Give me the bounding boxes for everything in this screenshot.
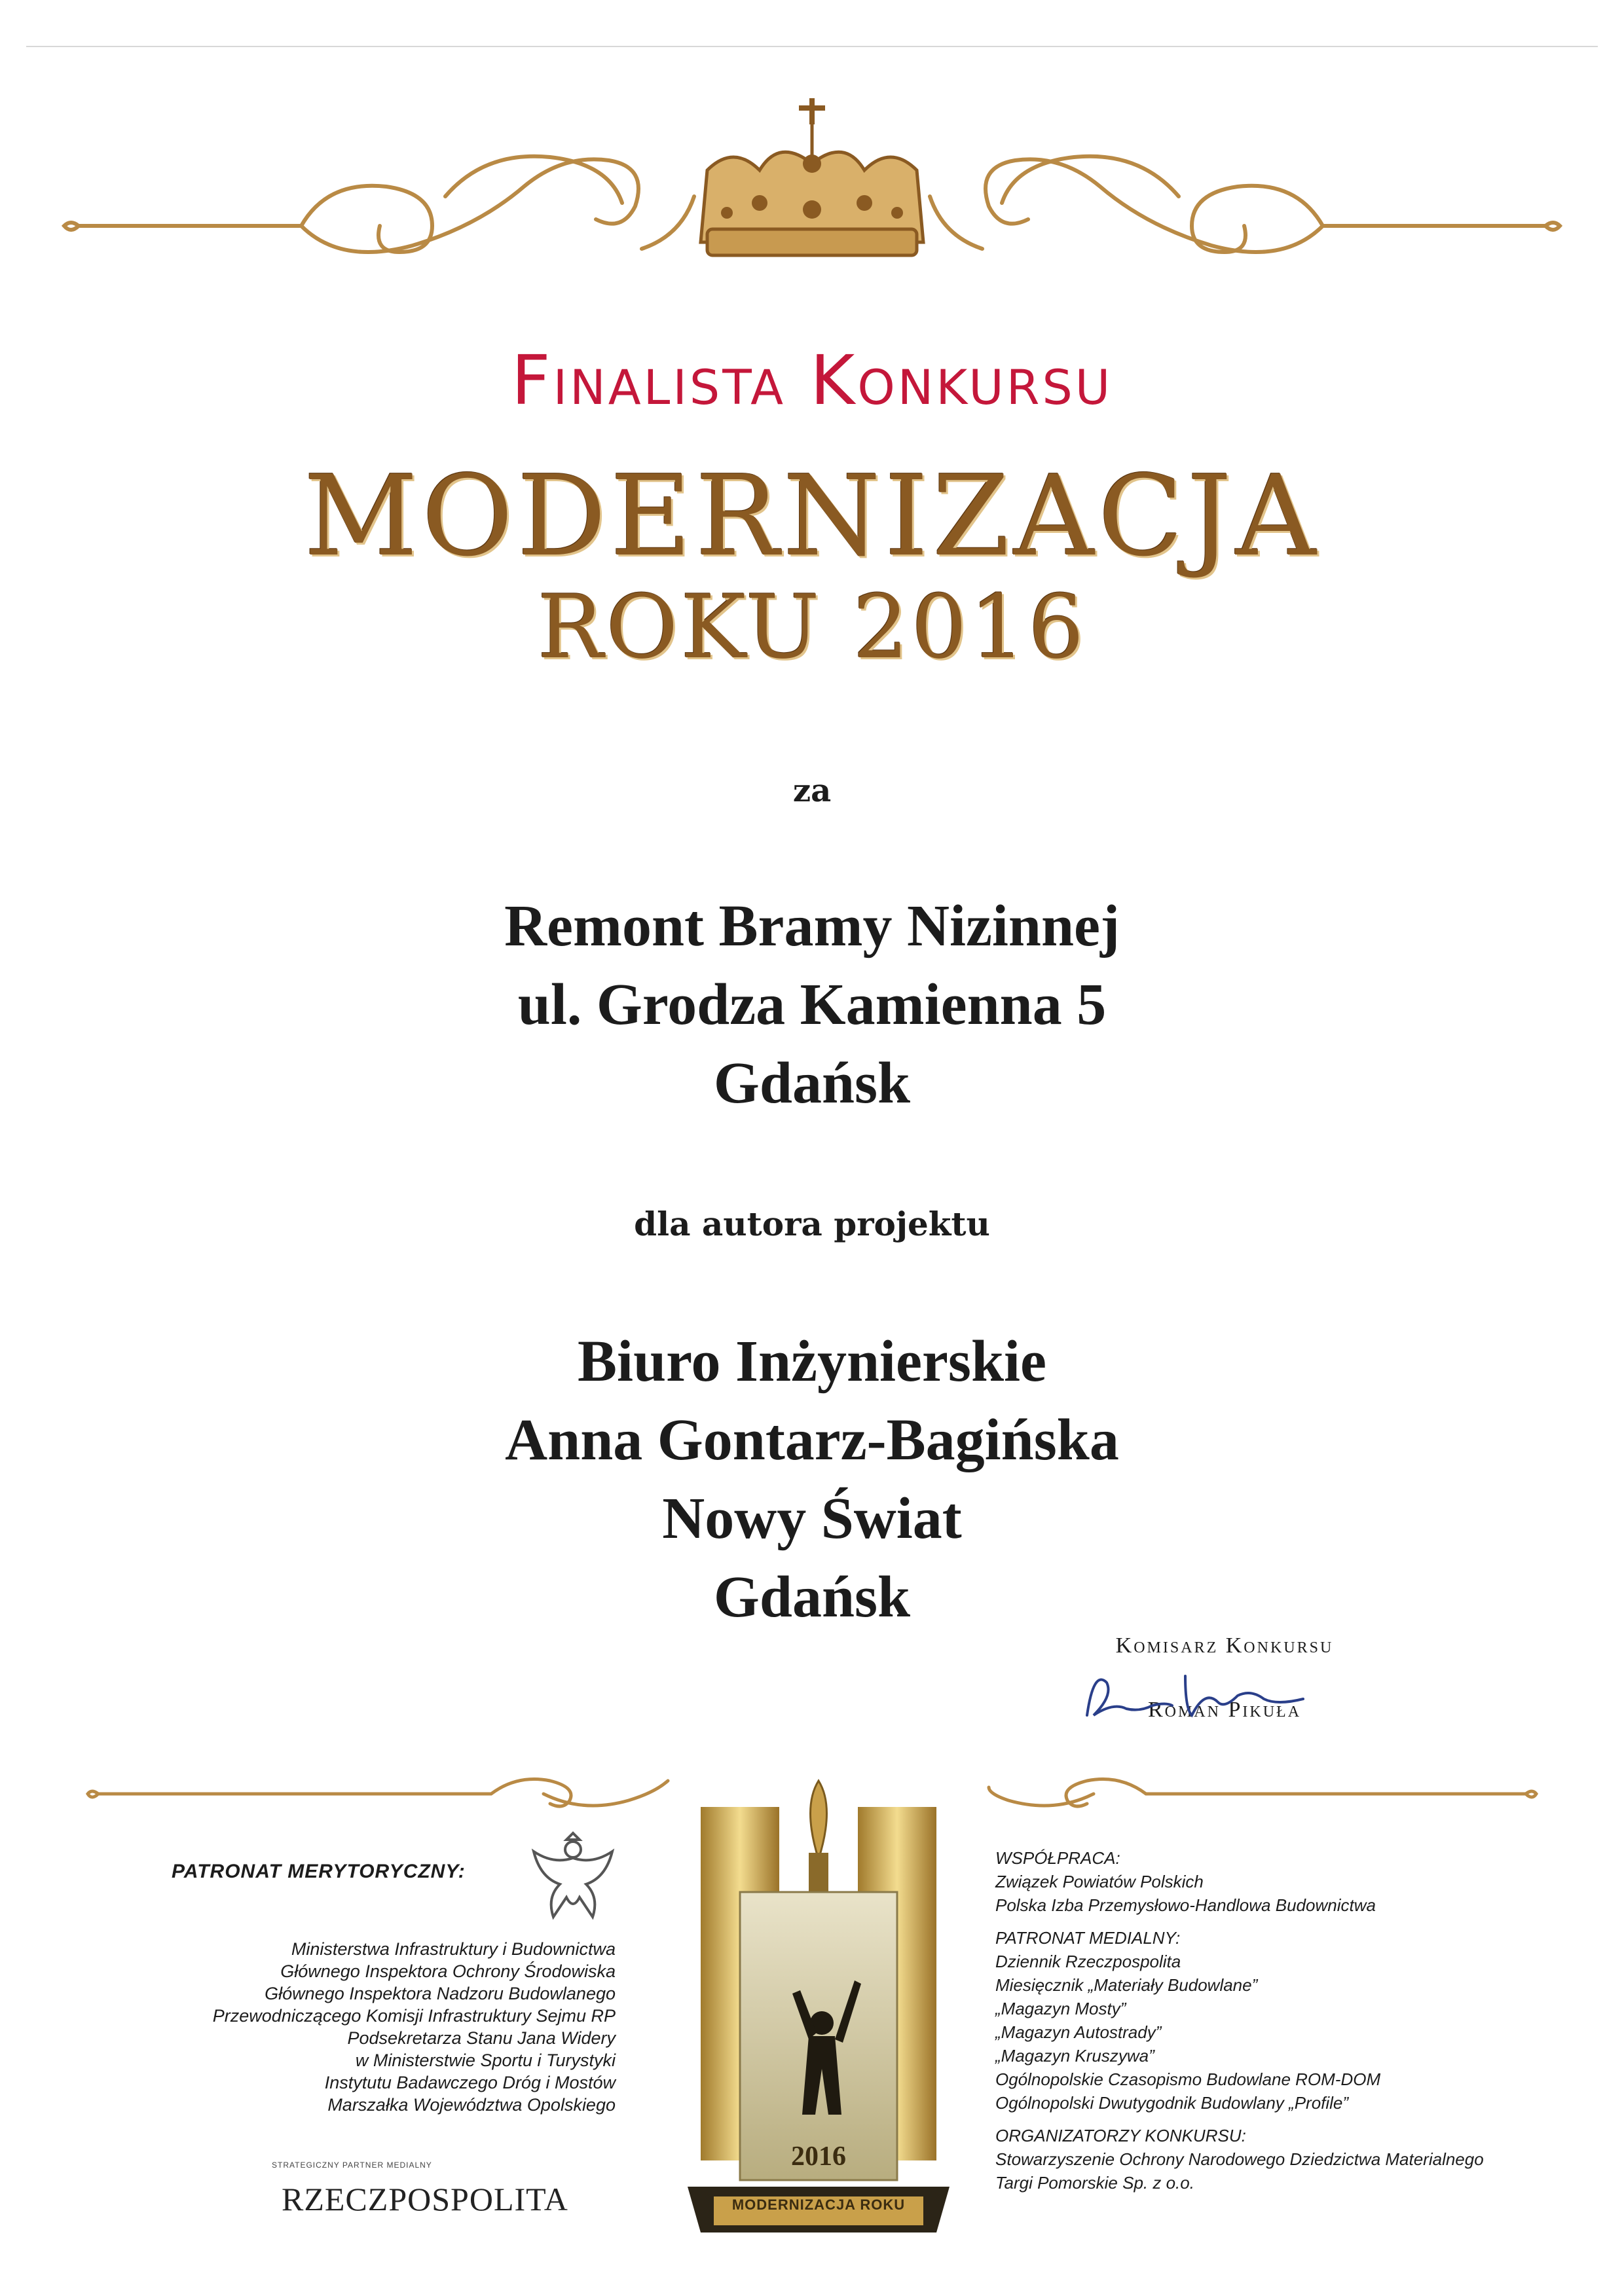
- project-line: ul. Grodza Kamienna 5: [517, 972, 1107, 1037]
- right-column: [995, 1846, 1532, 2195]
- medialny-item: „Magazyn Autostrady”: [995, 2022, 1162, 2042]
- dla-label: dla autora projektu: [634, 1205, 990, 1243]
- author-line: Biuro Inżynierskie: [578, 1329, 1046, 1394]
- project-block: [0, 887, 1624, 1123]
- media-partner-label: STRATEGICZNY PARTNER MEDIALNY: [272, 2160, 432, 2170]
- title-roku: ROKU 2016: [537, 576, 1087, 678]
- wspolpraca-item: Polska Izba Przemysłowo-Handlowa Budownictwa: [995, 1895, 1376, 1915]
- wspolpraca-label: WSPÓŁPRACA:: [995, 1848, 1120, 1868]
- project-line: Gdańsk: [713, 1051, 911, 1116]
- patronat-item: Podsekretarza Stanu Jana Widery: [347, 2028, 616, 2048]
- wspolpraca-item: Związek Powiatów Polskich: [995, 1872, 1204, 1891]
- rzeczpospolita-logo: RZECZPOSPOLITA: [282, 2181, 568, 2217]
- trophy-label: MODERNIZACJA ROKU: [731, 2196, 906, 2213]
- eagle-emblem-icon: [517, 1820, 629, 1931]
- za-label: za: [792, 773, 832, 809]
- patronat-item: Instytutu Badawczego Dróg i Mostów: [324, 2073, 616, 2092]
- patronat-list: [131, 1938, 616, 2116]
- patronat-item: Ministerstwa Infrastruktury i Budownictwa: [291, 1939, 616, 1959]
- handwritten-signature: [1074, 1663, 1336, 1735]
- top-rule: [26, 46, 1598, 47]
- organizatorzy-item: Stowarzyszenie Ochrony Narodowego Dziedzictwa Materialnego: [995, 2149, 1484, 2169]
- medialny-item: Ogólnopolskie Czasopismo Budowlane ROM-DOM: [995, 2069, 1381, 2089]
- patronat-item: Głównego Inspektora Ochrony Środowiska: [280, 1961, 616, 1981]
- medialny-label: PATRONAT MEDIALNY:: [995, 1928, 1181, 1948]
- author-line: Gdańsk: [713, 1565, 911, 1630]
- author-block: [0, 1322, 1624, 1637]
- signature-name: Roman Pikuła: [1147, 1698, 1302, 1722]
- top-ornament: [52, 98, 1572, 288]
- bottom-left-ornament: [85, 1768, 688, 1820]
- bottom-right-ornament: [982, 1768, 1539, 1820]
- medialny-item: Miesięcznik „Materiały Budowlane”: [995, 1975, 1258, 1995]
- patronat-item: Marszałka Województwa Opolskiego: [327, 2095, 616, 2115]
- title-modernizacja: MODERNIZACJA: [304, 452, 1320, 581]
- medialny-item: Ogólnopolski Dwutygodnik Budowlany „Profile”: [995, 2093, 1349, 2113]
- crown-icon: [701, 98, 923, 255]
- patronat-item: Przewodniczącego Komisji Infrastruktury Sejmu RP: [212, 2006, 616, 2026]
- medialny-item: Dziennik Rzeczpospolita: [995, 1952, 1181, 1971]
- trophy-image: [668, 1768, 969, 2246]
- medialny-item: „Magazyn Kruszywa”: [995, 2046, 1154, 2066]
- patronat-label: PATRONAT MERYTORYCZNY:: [172, 1861, 466, 1882]
- project-line: Remont Bramy Nizinnej: [504, 894, 1120, 958]
- patronat-item: w Ministerstwie Sportu i Turystyki: [355, 2050, 616, 2070]
- patronat-item: Głównego Inspektora Nadzoru Budowlanego: [265, 1984, 616, 2003]
- author-line: Nowy Świat: [662, 1486, 962, 1551]
- organizatorzy-item: Targi Pomorskie Sp. z o.o.: [995, 2173, 1194, 2193]
- title-finalist: Finalista Konkursu: [511, 340, 1113, 420]
- author-line: Anna Gontarz-Bagińska: [505, 1408, 1119, 1472]
- medialny-item: „Magazyn Mosty”: [995, 1999, 1126, 2018]
- organizatorzy-label: ORGANIZATORZY KONKURSU:: [995, 2126, 1246, 2145]
- trophy-year: 2016: [791, 2141, 846, 2172]
- signature-role: Komisarz Konkursu: [1115, 1633, 1334, 1658]
